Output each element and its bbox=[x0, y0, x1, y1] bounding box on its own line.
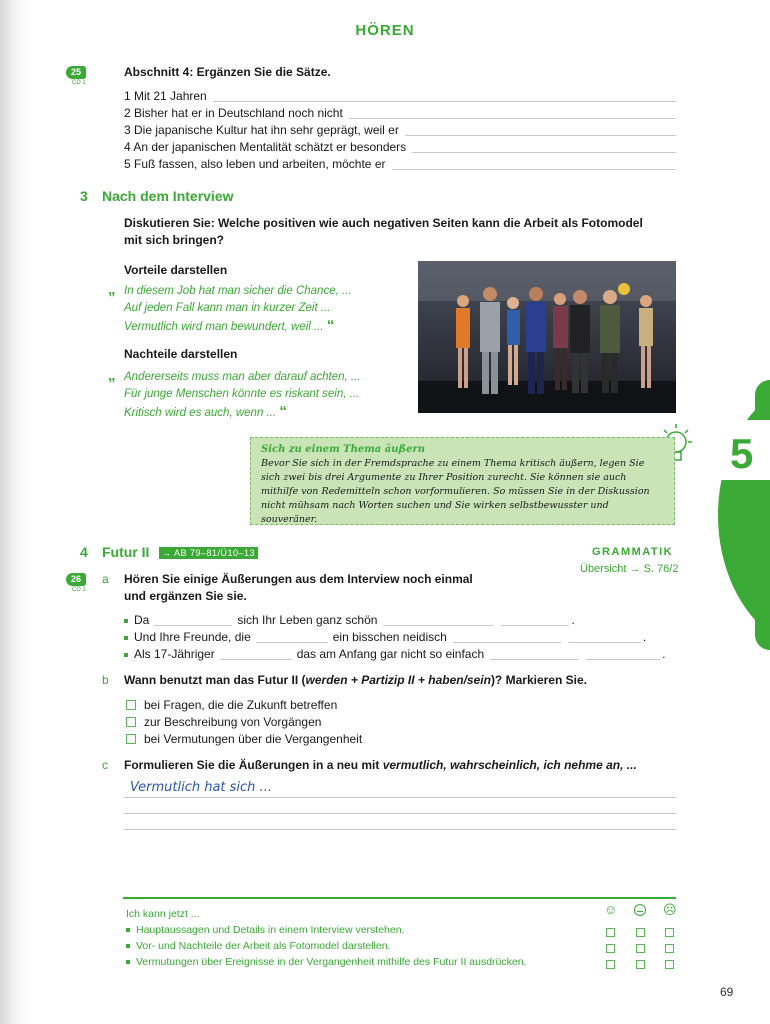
option-label: zur Beschreibung von Vorgängen bbox=[144, 715, 322, 729]
abschnitt-instruction: Abschnitt 4: Ergänzen Sie die Sätze. bbox=[124, 65, 331, 79]
sentence-end: . bbox=[642, 630, 647, 644]
option-label: bei Fragen, die die Zukunft betreffen bbox=[144, 698, 338, 712]
can-do-item bbox=[126, 938, 596, 954]
cd-label: CD 1 bbox=[72, 80, 86, 86]
can-do-text: Hauptaussagen und Details in einem Interview verstehen. bbox=[136, 924, 405, 936]
answer-line[interactable] bbox=[405, 135, 676, 136]
can-do-text: Vermutungen über Ereignisse in der Vergangenheit mithilfe des Futur II ausdrücken. bbox=[136, 956, 527, 968]
checkbox-list bbox=[126, 697, 362, 748]
can-do-item bbox=[126, 954, 596, 970]
checkbox-option[interactable] bbox=[126, 714, 362, 731]
fill-text: Und Ihre Freunde, die bbox=[134, 630, 251, 644]
answer-line[interactable] bbox=[453, 642, 561, 643]
bullet-icon bbox=[126, 944, 130, 948]
sentence-end: . bbox=[662, 647, 666, 661]
sentence-text: 2 Bisher hat er in Deutschland noch nicht bbox=[124, 106, 343, 120]
vorteile-quotes bbox=[124, 283, 414, 336]
sad-face-icon: ☹ bbox=[663, 902, 677, 917]
self-check-box[interactable] bbox=[606, 960, 615, 969]
section-title: Nach dem Interview bbox=[102, 188, 234, 204]
handwritten-answer: Vermutlich hat sich ... bbox=[130, 780, 272, 795]
cd-track-icon: 26 bbox=[66, 573, 86, 586]
answer-line[interactable] bbox=[383, 625, 493, 626]
grammatik-label: GRAMMATIK bbox=[592, 546, 674, 558]
sentence-item bbox=[124, 105, 676, 122]
instruction-text: Formulieren Sie die Äußerungen in a neu mit bbox=[124, 758, 383, 772]
sentence-text: 1 Mit 21 Jahren bbox=[124, 89, 207, 103]
answer-line[interactable] bbox=[569, 642, 641, 643]
bullet-icon bbox=[126, 928, 130, 932]
cd-label: CD 1 bbox=[72, 587, 86, 593]
bullet-icon bbox=[124, 619, 128, 623]
fill-in-row bbox=[124, 646, 669, 663]
self-check-box[interactable] bbox=[606, 944, 615, 953]
nachteile-heading: Nachteile darstellen bbox=[124, 347, 238, 361]
can-do-heading: Ich kann jetzt ... bbox=[126, 908, 200, 920]
quote-line: Vermutlich wird man bewundert, weil ... bbox=[124, 321, 324, 333]
quote-line: Andererseits muss man aber darauf achten, ... bbox=[124, 371, 361, 383]
cd-track-icon: 25 bbox=[66, 66, 86, 79]
sentence-text: 4 An der japanischen Mentalität schätzt er besonders bbox=[124, 140, 407, 154]
sentence-list bbox=[124, 88, 676, 173]
page-title: HÖREN bbox=[355, 22, 415, 39]
neutral-face-icon bbox=[634, 904, 646, 916]
self-check-box[interactable] bbox=[665, 944, 674, 953]
can-do-box bbox=[123, 897, 676, 899]
sentence-text: 5 Fuß fassen, also leben und arbeiten, möchte er bbox=[124, 157, 386, 171]
can-do-item bbox=[126, 922, 596, 938]
quote-line: Kritisch wird es auch, wenn ... bbox=[124, 407, 277, 419]
open-quote-mark: „ bbox=[108, 281, 116, 298]
part-c-instruction bbox=[124, 757, 684, 774]
self-check-box[interactable] bbox=[636, 944, 645, 953]
quote-line: In diesem Job hat man sicher die Chance, ... bbox=[124, 285, 352, 297]
open-quote-mark: „ bbox=[108, 367, 116, 384]
section-title: Futur II bbox=[102, 544, 150, 560]
self-check-column-neutral bbox=[636, 924, 645, 972]
sentence-item bbox=[124, 122, 676, 139]
answer-line[interactable] bbox=[586, 659, 660, 660]
instruction-text: Wann benutzt man das Futur II ( bbox=[124, 673, 306, 687]
can-do-text: Vor- und Nachteile der Arbeit als Fotomodel darstellen. bbox=[136, 940, 391, 952]
instruction-emphasis: werden + Partizip II + haben/sein bbox=[305, 673, 491, 687]
uebersicht-reference: Übersicht → S. 76/2 bbox=[580, 563, 679, 575]
section-number: 3 bbox=[80, 188, 88, 204]
instruction-text: )? Markieren Sie. bbox=[490, 673, 587, 687]
section3-instruction: Diskutieren Sie: Welche positiven wie auch negativen Seiten kann die Arbeit als Fotomodel mit sich bringen? bbox=[124, 216, 643, 247]
answer-line[interactable] bbox=[490, 659, 578, 660]
close-quote-mark: “ bbox=[279, 403, 287, 420]
writing-line[interactable] bbox=[124, 813, 676, 814]
close-quote-mark: “ bbox=[326, 317, 335, 334]
fill-text: ein bisschen neidisch bbox=[332, 630, 447, 644]
writing-line[interactable] bbox=[124, 797, 676, 798]
part-letter: b bbox=[102, 673, 109, 687]
answer-line[interactable] bbox=[154, 625, 232, 626]
self-check-box[interactable] bbox=[665, 960, 674, 969]
part-letter: a bbox=[102, 572, 109, 586]
can-do-list bbox=[126, 906, 596, 970]
checkbox-option[interactable] bbox=[126, 697, 362, 714]
fill-in-row bbox=[124, 629, 669, 646]
answer-line[interactable] bbox=[412, 152, 676, 153]
self-check-box[interactable] bbox=[606, 928, 615, 937]
self-check-column-sad bbox=[665, 924, 674, 972]
self-check-box[interactable] bbox=[636, 960, 645, 969]
answer-line[interactable] bbox=[256, 642, 328, 643]
tip-title: Sich zu einem Thema äußern bbox=[261, 444, 426, 455]
bullet-icon bbox=[126, 960, 130, 964]
option-label: bei Vermutungen über die Vergangenheit bbox=[144, 732, 363, 746]
sentence-end: . bbox=[571, 613, 575, 627]
answer-line[interactable] bbox=[392, 169, 677, 170]
self-check-box[interactable] bbox=[665, 928, 674, 937]
answer-line[interactable] bbox=[213, 101, 676, 102]
nachteile-quotes bbox=[124, 369, 414, 422]
workbook-reference: → AB 79–81/Ü10–13 bbox=[159, 547, 258, 559]
section-number: 4 bbox=[80, 544, 88, 560]
vorteile-heading: Vorteile darstellen bbox=[124, 263, 228, 277]
fill-text: das am Anfang gar nicht so einfach bbox=[296, 647, 485, 661]
sentence-item bbox=[124, 139, 676, 156]
sentence-item bbox=[124, 156, 676, 173]
checkbox[interactable] bbox=[126, 717, 136, 727]
fill-text: Da bbox=[134, 613, 150, 627]
tip-text: Bevor Sie sich in der Fremdsprache zu einem Thema kritisch äußern, legen Sie sich zwei bis drei Argumente zu Ihrer Position zurecht. Sie können sie auch mithilfe von Redemitteln schon vorformulieren. So müssen Sie in der Diskussion nicht mühsam nach Worten suchen und Sie wirken selbstbewusster und souveräner. bbox=[261, 458, 650, 525]
answer-line[interactable] bbox=[220, 659, 292, 660]
instruction-emphasis: vermutlich, wahrscheinlich, ich nehme an, ... bbox=[382, 758, 637, 772]
tip-box bbox=[250, 437, 675, 525]
sentence-text: 3 Die japanische Kultur hat ihn sehr geprägt, weil er bbox=[124, 123, 399, 137]
part-letter: c bbox=[102, 758, 108, 772]
checkbox[interactable] bbox=[126, 700, 136, 710]
fill-text: Als 17-Jähriger bbox=[134, 647, 215, 661]
bullet-icon bbox=[124, 653, 128, 657]
checkbox[interactable] bbox=[126, 734, 136, 744]
bullet-icon bbox=[124, 636, 128, 640]
happy-face-icon: ☺ bbox=[604, 902, 618, 917]
chapter-number: 5 bbox=[730, 430, 754, 477]
fill-in-row bbox=[124, 612, 669, 629]
writing-line[interactable] bbox=[124, 829, 676, 830]
self-check-box[interactable] bbox=[636, 928, 645, 937]
answer-line[interactable] bbox=[501, 625, 569, 626]
answer-line[interactable] bbox=[349, 118, 676, 119]
sentence-item bbox=[124, 88, 676, 105]
fashion-show-photo bbox=[418, 261, 676, 413]
fill-in-list bbox=[124, 612, 669, 663]
quote-line: Auf jeden Fall kann man in kurzer Zeit ... bbox=[124, 302, 331, 314]
page-number: 69 bbox=[720, 985, 734, 999]
checkbox-option[interactable] bbox=[126, 731, 362, 748]
self-check-column-happy bbox=[606, 924, 615, 972]
runway-illustration bbox=[418, 261, 676, 413]
part-a-instruction: Hören Sie einige Äußerungen aus dem Interview noch einmal und ergänzen Sie sie. bbox=[124, 572, 473, 603]
quote-line: Für junge Menschen könnte es riskant sein, ... bbox=[124, 388, 360, 400]
fill-text: sich Ihr Leben ganz schön bbox=[237, 613, 378, 627]
part-b-instruction bbox=[124, 672, 644, 689]
